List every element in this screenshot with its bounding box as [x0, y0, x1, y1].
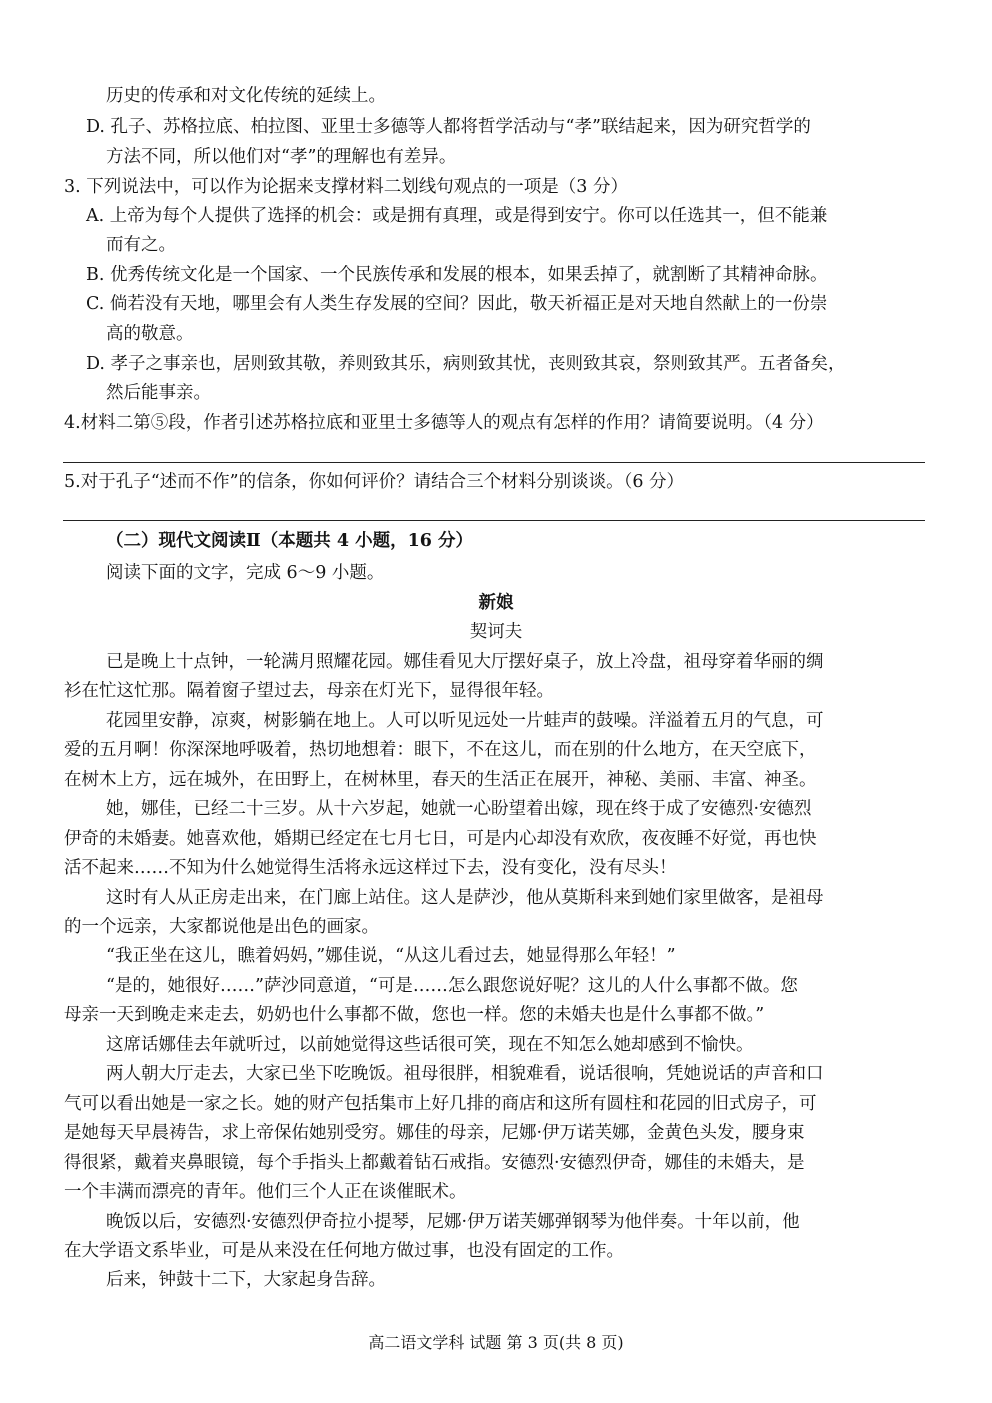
paragraph-2-line3: 在树木上方，远在城外，在田野上，在树林里，春天的生活正在展开，神秘、美丽、丰富、神圣。 [64, 770, 817, 790]
paragraph-9-line2: 在大学语文系毕业，可是从来没在任何地方做过事，也没有固定的工作。 [64, 1241, 624, 1261]
q3-option-a-line2: 而有之。 [106, 235, 176, 255]
page-footer: 高二语文学科 试题 第 3 页(共 8 页) [368, 1333, 624, 1352]
q3-option-c-line1: C. 倘若没有天地，哪里会有人类生存发展的空间？因此，敬天祈福正是对天地自然献上的一份崇 [86, 294, 828, 314]
q3-option-c-line2: 高的敬意。 [106, 324, 194, 344]
paragraph-9-line1: 晚饭以后，安德烈·安德烈伊奇拉小提琴，尼娜·伊万诺芙娜弹钢琴为他伴奏。十年以前，他 [106, 1212, 800, 1232]
paragraph-7-line1: 这席话娜佳去年就听过，以前她觉得这些话很可笑，现在不知怎么她却感到不愉快。 [106, 1035, 754, 1055]
paragraph-3-line1: 她，娜佳，已经二十三岁。从十六岁起，她就一心盼望着出嫁，现在终于成了安德烈·安德烈 [106, 799, 812, 819]
paragraph-10-line1: 后来，钟鼓十二下，大家起身告辞。 [106, 1270, 386, 1290]
q3-option-a-line1: A. 上帝为每个人提供了选择的机会：或是拥有真理，或是得到安宁。你可以任选其一，但不能兼 [86, 206, 828, 226]
paragraph-5-line1: “我正坐在这儿，瞧着妈妈，”娜佳说，“从这儿看过去，她显得那么年轻！” [106, 946, 676, 966]
section-heading: （二）现代文阅读Ⅱ（本题共 4 小题，16 分） [106, 531, 474, 551]
paragraph-8-line1: 两人朝大厅走去，大家已坐下吃晚饭。祖母很胖，相貌难看，说话很响，凭她说话的声音和口 [106, 1064, 824, 1084]
paragraph-8-line4: 得很紧，戴着夹鼻眼镜，每个手指头上都戴着钻石戒指。安德烈·安德烈伊奇，娜佳的未婚夫，是 [64, 1153, 805, 1173]
answer-line-q5[interactable] [63, 520, 925, 521]
paragraph-2-line1: 花园里安静，凉爽，树影躺在地上。人可以听见远处一片蛙声的鼓噪。洋溢着五月的气息，可 [106, 711, 824, 731]
paragraph-4-line1: 这时有人从正房走出来，在门廊上站住。这人是萨沙，他从莫斯科来到她们家里做客，是祖母 [106, 888, 824, 908]
paragraph-1-line1: 已是晚上十点钟，一轮满月照耀花园。娜佳看见大厅摆好桌子，放上冷盘，祖母穿着华丽的绸 [106, 652, 824, 672]
q3-option-d-line2: 然后能事亲。 [106, 383, 211, 403]
q3-option-d-line1: D. 孝子之事亲也，居则致其敬，养则致其乐，病则致其忧，丧则致其哀，祭则致其严。五者备矣， [86, 354, 846, 374]
q3-option-b: B. 优秀传统文化是一个国家、一个民族传承和发展的根本，如果丢掉了，就割断了其精神命脉。 [86, 265, 828, 285]
q2-option-d-line1: D. 孔子、苏格拉底、柏拉图、亚里士多德等人都将哲学活动与“孝”联结起来，因为研究哲学的 [86, 117, 811, 137]
paragraph-6-line2: 母亲一天到晚走来走去，奶奶也什么事都不做，您也一样。您的未婚夫也是什么事都不做。” [64, 1005, 765, 1025]
paragraph-6-line1: “是的，她很好……”萨沙同意道，“可是……怎么跟您说好呢？这儿的人什么事都不做。您 [106, 976, 798, 996]
paragraph-3-line2: 伊奇的未婚妻。她喜欢他，婚期已经定在七月七日，可是内心却没有欢欣，夜夜睡不好觉，再也快 [64, 829, 817, 849]
paragraph-3-line3: 活不起来……不知为什么她觉得生活将永远这样过下去，没有变化，没有尽头！ [64, 858, 677, 878]
paragraph-2-line2: 爱的五月啊！你深深地呼吸着，热切地想着：眼下，不在这儿，而在别的什么地方，在天空底下， [64, 740, 817, 760]
question-3-stem: 3. 下列说法中，可以作为论据来支撑材料二划线句观点的一项是（3 分） [64, 177, 628, 197]
q2-option-c-continuation: 历史的传承和对文化传统的延续上。 [106, 86, 386, 106]
paragraph-8-line5: 一个丰满而漂亮的青年。他们三个人正在谈催眠术。 [64, 1182, 467, 1202]
story-author: 契诃夫 [469, 622, 523, 642]
paragraph-1-line2: 衫在忙这忙那。隔着窗子望过去，母亲在灯光下，显得很年轻。 [64, 681, 554, 701]
question-4-stem: 4.材料二第⑤段，作者引述苏格拉底和亚里士多德等人的观点有怎样的作用？请简要说明。（4 分） [64, 413, 824, 433]
section-instruction: 阅读下面的文字，完成 6～9 小题。 [106, 563, 385, 583]
paragraph-8-line3: 是她每天早晨祷告，求上帝保佑她别受穷。娜佳的母亲，尼娜·伊万诺芙娜，金黄色头发，腰身束 [64, 1123, 805, 1143]
paragraph-8-line2: 气可以看出她是一家之长。她的财产包括集市上好几排的商店和这所有圆柱和花园的旧式房子，可 [64, 1094, 817, 1114]
answer-line-q4[interactable] [63, 462, 925, 463]
paragraph-4-line2: 的一个远亲，大家都说他是出色的画家。 [64, 917, 379, 937]
story-title: 新娘 [478, 593, 514, 613]
question-5-stem: 5.对于孔子“述而不作”的信条，你如何评价？请结合三个材料分别谈谈。（6 分） [64, 472, 685, 492]
q2-option-d-line2: 方法不同，所以他们对“孝”的理解也有差异。 [106, 147, 457, 167]
